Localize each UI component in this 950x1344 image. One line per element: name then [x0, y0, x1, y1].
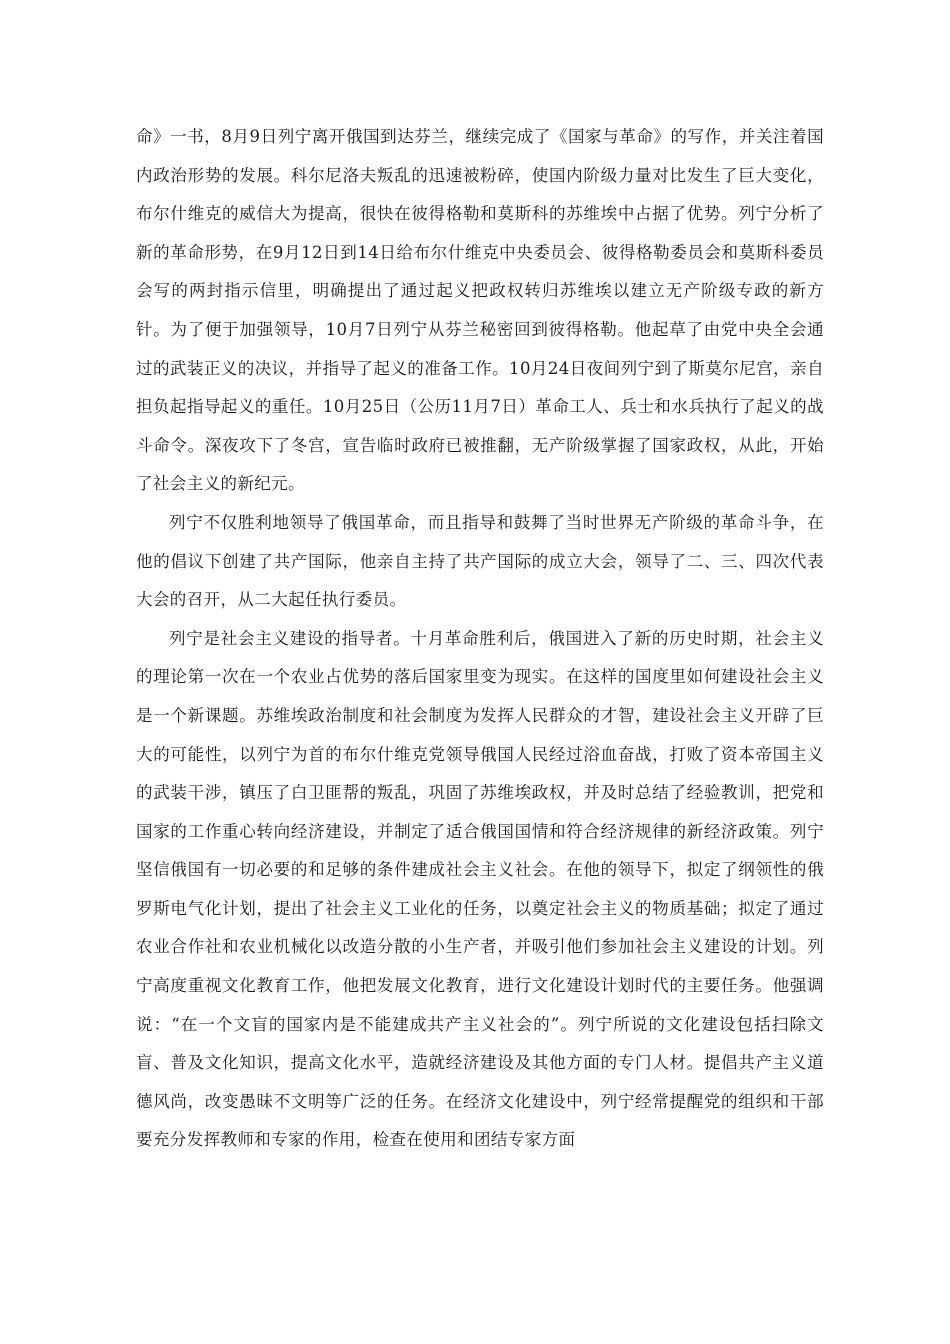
paragraph-3: 列宁是社会主义建设的指导者。十月革命胜利后，俄国进入了新的历史时期，社会主义的理论第一次在一个农业占优势的落后国家里变为现实。在这样的国度里如何建设社会主义是一个新课题。苏维埃政治制度和社会制度为发挥人民群众的才智，建设社会主义开辟了巨大的可能性，以列宁为首的布尔什维克党领导俄国人民经过浴血奋战，打败了资本帝国主义的武装干涉，镇压了白卫匪帮的叛乱，巩固了苏维埃政权，并及时总结了经验教训，把党和国家的工作重心转向经济建设，并制定了适合俄国国情和符合经济规律的新经济政策。列宁坚信俄国有一切必要的和足够的条件建成社会主义社会。在他的领导下，拟定了纲领性的俄罗斯电气化计划，提出了社会主义工业化的任务，以奠定社会主义的物质基础；拟定了通过农业合作社和农业机械化以改造分散的小生产者，并吸引他们参加社会主义建设的计划。列宁高度重视文化教育工作，他把发展文化教育，进行文化建设计划时代的主要任务。他强调说：“在一个文盲的国家内是不能建成共产主义社会的”。列宁所说的文化建设包括扫除文盲、普及文化知识，提高文化水平，造就经济建设及其他方面的专门人材。提倡共产主义道德风尚，改变愚昧不文明等广泛的任务。在经济文化建设中，列宁经常提醒党的组织和干部要充分发挥教师和专家的作用，检查在使用和团结专家方面 — [136, 628, 824, 1150]
paragraph-2: 列宁不仅胜利地领导了俄国革命，而且指导和鼓舞了当时世界无产阶级的革命斗争，在他的倡议下创建了共产国际，他亲自主持了共产国际的成立大会，领导了二、三、四次代表大会的召开，从二大起任执行委员。 — [136, 512, 824, 610]
paragraph-1: 命》一书，8月9日列宁离开俄国到达芬兰，继续完成了《国家与革命》的写作，并关注着国内政治形势的发展。科尔尼洛夫叛乱的迅速被粉碎，使国内阶级力量对比发生了巨大变化，布尔什维克的威信大为提高，很快在彼得格勒和莫斯科的苏维埃中占据了优势。列宁分析了新的革命形势，在9月12日到14日给布尔什维克中央委员会、彼得格勒委员会和莫斯科委员会写的两封指示信里，明确提出了通过起义把政权转归苏维埃以建立无产阶级专政的新方针。为了便于加强领导，10月7日列宁从芬兰秘密回到彼得格勒。他起草了由党中央全会通过的武装正义的决议，并指导了起义的准备工作。10月24日夜间列宁到了斯莫尔尼宫，亲自担负起指导起义的重任。10月25日（公历11月7日）革命工人、兵士和水兵执行了起义的战斗命令。深夜攻下了冬宫，宣告临时政府已被推翻，无产阶级掌握了国家政权，从此，开始了社会主义的新纪元。 — [136, 127, 824, 494]
document-body — [136, 118, 824, 1160]
